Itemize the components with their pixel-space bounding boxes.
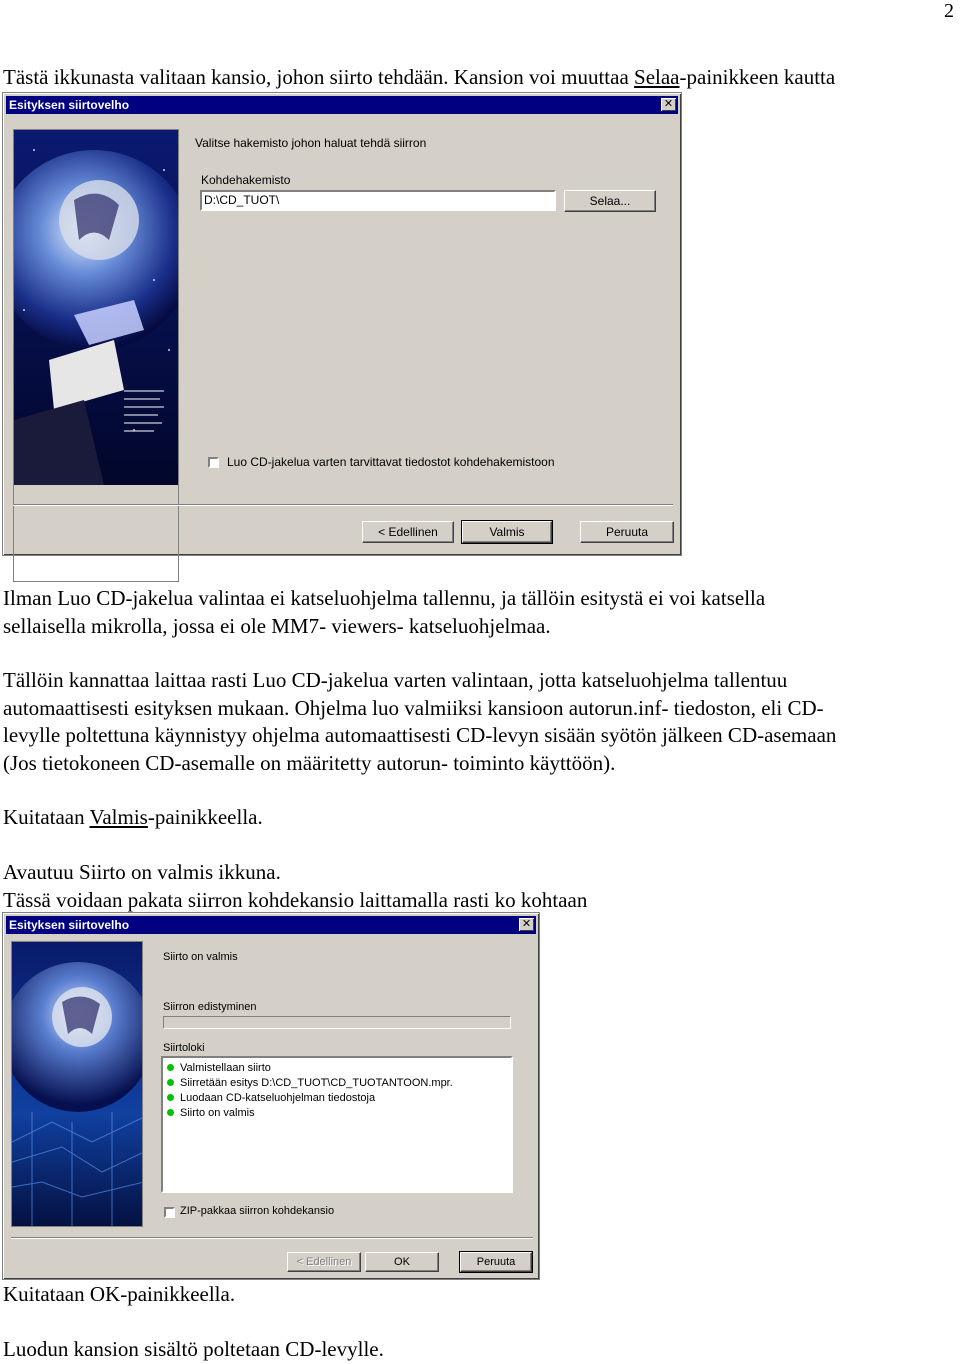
- create-cd-distribution-label: Luo CD-jakelua varten tarvittavat tiedostot kohdehakemistoon: [227, 455, 555, 469]
- paragraph-line: Tässä voidaan pakata siirron kohdekansio laittamalla rasti ko kohtaan: [3, 887, 588, 912]
- paragraph-line: Avautuu Siirto on valmis ikkuna.: [3, 860, 281, 884]
- status-ok-icon: [167, 1109, 174, 1116]
- status-ok-icon: [167, 1064, 174, 1071]
- status-ok-icon: [167, 1094, 174, 1101]
- confirm-text-end: -painikkeella.: [147, 805, 263, 829]
- close-icon[interactable]: ✕: [519, 918, 534, 931]
- paragraph-transfer-complete: [3, 859, 587, 914]
- transfer-wizard-dialog: [2, 92, 682, 556]
- log-item: [167, 1107, 255, 1119]
- cancel-button[interactable]: Peruuta: [580, 521, 674, 543]
- wizard-artwork: [11, 941, 143, 1227]
- ok-button[interactable]: OK: [365, 1252, 439, 1272]
- paragraph-autorun-explanation: [3, 667, 836, 777]
- confirm-link-valmis: Valmis: [89, 805, 148, 829]
- intro-link-selaa: Selaa: [634, 65, 680, 89]
- dialog-titlebar: [6, 916, 536, 934]
- paragraph-line: sellaisella mikrolla, jossa ei ole MM7- viewers- katseluohjelmaa.: [3, 613, 551, 638]
- confirm-text-start: Kuitataan: [3, 805, 90, 829]
- log-item: [167, 1077, 453, 1089]
- intro-text-end: -painikkeen kautta: [679, 65, 836, 89]
- paragraph-line: (Jos tietokoneen CD-asemalle on määritetty autorun- toiminto käyttöön).: [3, 750, 616, 775]
- globe-artwork-image: [14, 130, 179, 485]
- log-item-text: Luodaan CD-katseluohjelman tiedostoja: [180, 1092, 376, 1104]
- paragraph-line: automaattisesti esityksen mukaan. Ohjelma luo valmiiksi kansioon autorun.inf- tiedoston, eli CD-: [3, 695, 824, 720]
- paragraph-confirm-ok: Kuitataan OK-painikkeella.: [3, 1282, 236, 1306]
- footer-divider: [13, 504, 673, 506]
- log-item-text: Siirto on valmis: [180, 1107, 255, 1119]
- paragraph-line: Tällöin kannattaa laittaa rasti Luo CD-jakelua varten valintaan, jotta katseluohjelma tallentuu: [3, 668, 788, 692]
- complete-heading: Siirto on valmis: [163, 951, 238, 963]
- intro-text-start: Tästä ikkunasta valitaan kansio, johon siirto tehdään. Kansion voi muuttaa: [3, 65, 635, 89]
- transfer-log-label: Siirtoloki: [163, 1042, 205, 1054]
- paragraph-line: Ilman Luo CD-jakelua valintaa ei katseluohjelma tallennu, ja tällöin esitystä ei voi katsella: [3, 586, 766, 610]
- page-number: 2: [944, 0, 954, 22]
- finish-button[interactable]: Valmis: [462, 521, 552, 543]
- paragraph-confirm-finish: [3, 804, 263, 832]
- globe-artwork-image: [12, 942, 143, 1227]
- dialog-titlebar: [6, 96, 678, 114]
- paragraph-line: levylle poltettuna käynnistyy ohjelma automaattisesti CD-levyn sisään syötön jälkeen CD-asemaan: [3, 723, 837, 747]
- close-icon[interactable]: ✕: [661, 98, 676, 111]
- paragraph-burn-cd: Luodun kansion sisältö poltetaan CD-levylle.: [3, 1337, 384, 1361]
- status-ok-icon: [167, 1079, 174, 1086]
- cancel-button[interactable]: Peruuta: [460, 1252, 532, 1272]
- instruction-text: Valitse hakemisto johon haluat tehdä siirron: [195, 136, 427, 150]
- log-item-text: Valmistellaan siirto: [180, 1062, 271, 1074]
- log-item: [167, 1062, 271, 1074]
- zip-compress-checkbox[interactable]: [164, 1207, 175, 1218]
- intro-text: [3, 64, 835, 92]
- footer-divider: [11, 1237, 533, 1239]
- target-folder-label: Kohdehakemisto: [201, 173, 291, 187]
- log-item: [167, 1092, 375, 1104]
- transfer-log-list[interactable]: [161, 1056, 513, 1193]
- wizard-artwork: [13, 129, 179, 582]
- transfer-complete-dialog: [2, 912, 540, 1280]
- back-button[interactable]: < Edellinen: [287, 1252, 361, 1272]
- dialog-title: Esityksen siirtovelho: [9, 918, 130, 932]
- target-folder-input[interactable]: D:\CD_TUOT\: [200, 190, 556, 211]
- create-cd-distribution-checkbox[interactable]: [208, 457, 219, 468]
- zip-compress-label: ZIP-pakkaa siirron kohdekansio: [180, 1205, 335, 1217]
- browse-button[interactable]: Selaa...: [564, 190, 656, 212]
- transfer-progress-bar: [163, 1016, 511, 1029]
- log-item-text: Siirretään esitys D:\CD_TUOT\CD_TUOTANTOON.mpr.: [180, 1077, 453, 1089]
- back-button[interactable]: < Edellinen: [362, 521, 454, 543]
- progress-label: Siirron edistyminen: [163, 1001, 257, 1013]
- paragraph-cd-distribution-note: [3, 585, 765, 640]
- dialog-title: Esityksen siirtovelho: [9, 98, 130, 112]
